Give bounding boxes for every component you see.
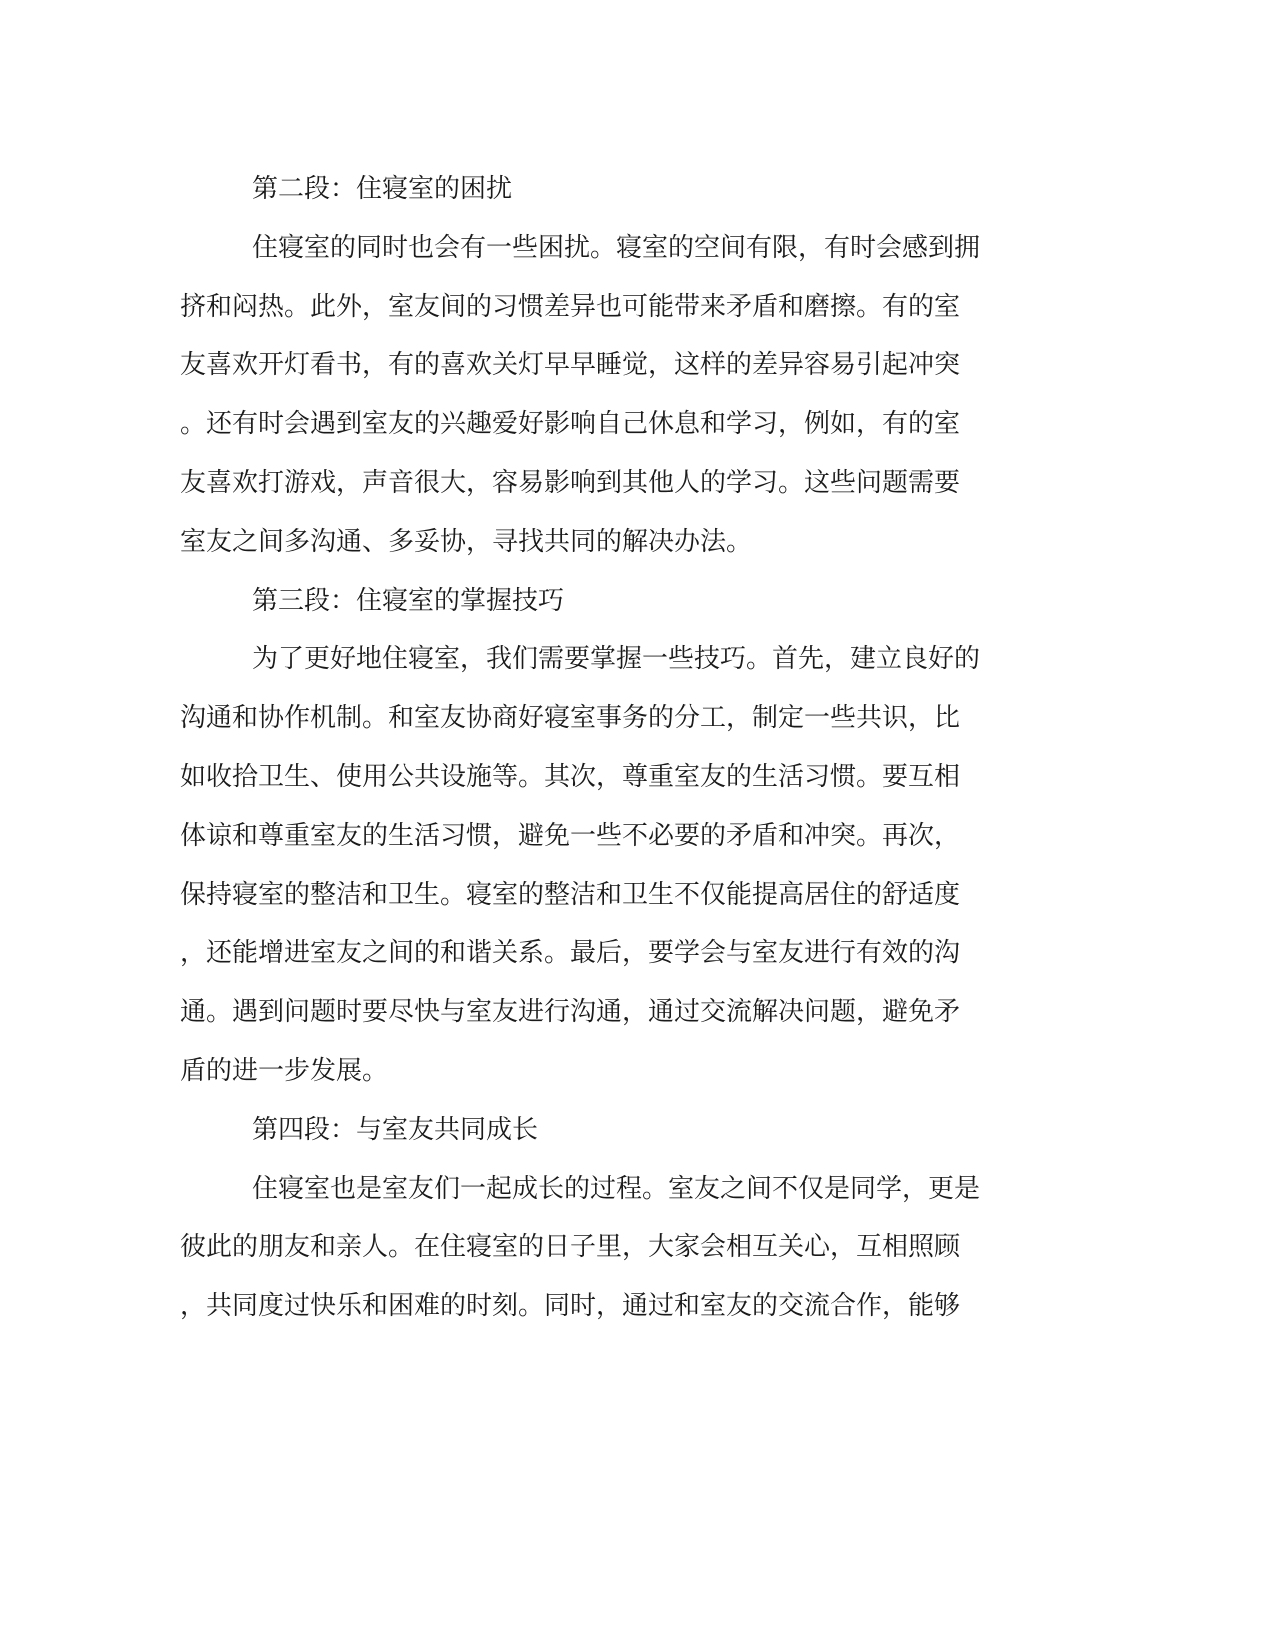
paragraph-line: 为了更好地住寝室，我们需要掌握一些技巧。首先，建立良好的 — [252, 644, 981, 675]
paragraph-line: ，还能增进室友之间的和谐关系。最后，要学会与室友进行有效的沟 — [180, 938, 961, 969]
paragraph-line: 盾的进一步发展。 — [180, 1055, 389, 1086]
section-paragraph — [180, 1160, 1030, 1336]
section-paragraph — [180, 219, 1030, 572]
section-paragraph — [180, 630, 1030, 1100]
section-4 — [180, 1101, 1030, 1336]
paragraph-line: 彼此的朋友和亲人。在住寝室的日子里，大家会相互关心，互相照顾 — [180, 1232, 961, 1263]
section-heading: 第三段：住寝室的掌握技巧 — [252, 585, 565, 616]
paragraph-line: 沟通和协作机制。和室友协商好寝室事务的分工，制定一些共识，比 — [180, 703, 961, 734]
section-2 — [180, 160, 1030, 572]
paragraph-line: 体谅和尊重室友的生活习惯，避免一些不必要的矛盾和冲突。再次， — [180, 820, 961, 851]
section-heading: 第二段：住寝室的困扰 — [252, 174, 513, 204]
paragraph-line: 。还有时会遇到室友的兴趣爱好影响自己休息和学习，例如，有的室 — [180, 409, 961, 440]
paragraph-line: 保持寝室的整洁和卫生。寝室的整洁和卫生不仅能提高居住的舒适度 — [180, 879, 961, 910]
paragraph-line: 友喜欢打游戏，声音很大，容易影响到其他人的学习。这些问题需要 — [180, 467, 961, 498]
section-3 — [180, 572, 1030, 1101]
document-body — [180, 160, 1030, 1336]
paragraph-line: 住寝室也是室友们一起成长的过程。室友之间不仅是同学，更是 — [252, 1173, 981, 1204]
paragraph-line: 室友之间多沟通、多妥协，寻找共同的解决办法。 — [180, 526, 753, 557]
paragraph-line: 通。遇到问题时要尽快与室友进行沟通，通过交流解决问题，避免矛 — [180, 997, 961, 1028]
paragraph-line: 住寝室的同时也会有一些困扰。寝室的空间有限，有时会感到拥 — [252, 232, 981, 263]
paragraph-line: 如收拾卫生、使用公共设施等。其次，尊重室友的生活习惯。要互相 — [180, 761, 961, 792]
paragraph-line: 挤和闷热。此外，室友间的习惯差异也可能带来矛盾和磨擦。有的室 — [180, 291, 961, 322]
paragraph-line: ，共同度过快乐和困难的时刻。同时，通过和室友的交流合作，能够 — [180, 1291, 961, 1322]
section-heading: 第四段：与室友共同成长 — [252, 1114, 539, 1145]
paragraph-line: 友喜欢开灯看书，有的喜欢关灯早早睡觉，这样的差异容易引起冲突 — [180, 350, 961, 381]
